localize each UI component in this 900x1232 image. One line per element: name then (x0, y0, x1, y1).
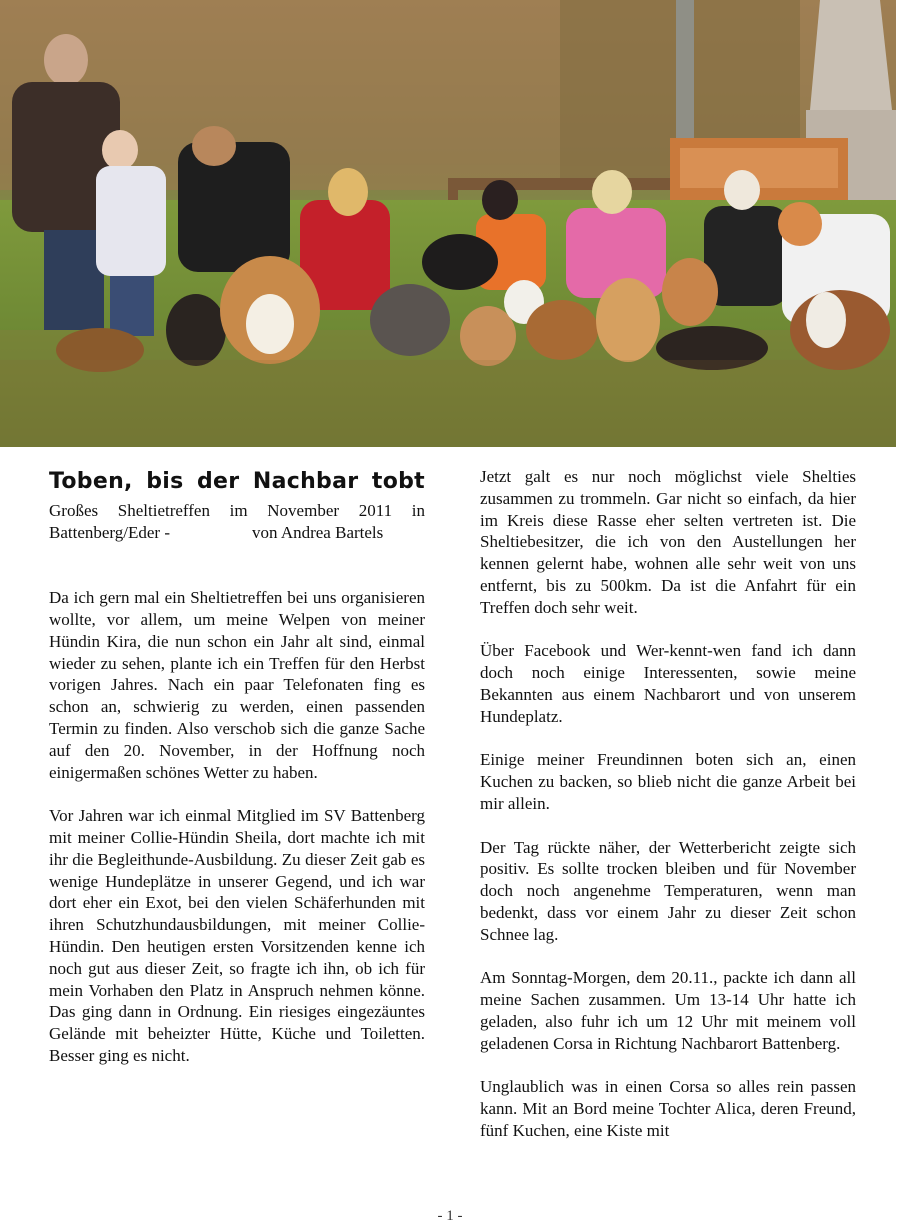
paragraph: Über Facebook und Wer-kennt-wen fand ich dann doch noch einige Interessenten, sowie meine Bekannten aus einem Nachbarort und von unserem Hundeplatz. (480, 641, 856, 726)
article-right-column (480, 466, 856, 1164)
paragraph: Da ich gern mal ein Sheltietreffen bei uns organisieren wollte, vor allem, um meine Welpen von meiner Hündin Kira, die nun schon ein Jahr alt sind, einmal wieder zu sehen, plante ich ein Treffen für den Herbst vorigen Jahres. Nach ein paar Telefonaten fing es schon an, schwierig zu werden, einen passenden Termin zu finden. Also verschob sich die ganze Sache auf den 20. November, in der Hoffnung noch einigermaßen schönes Wetter zu haben. (49, 588, 425, 782)
page-number: - 1 - (437, 1208, 463, 1224)
article-left-column (49, 468, 425, 1089)
paragraph: Vor Jahren war ich einmal Mitglied im SV Battenberg mit meiner Collie-Hündin Sheila, dort machte ich mit ihr die Begleithunde-Ausbildung. Zu dieser Zeit gab es wenige Hundeplätze in unserer Gegend, und ich war dort eher ein Exot, bei den vielen Schäferhunden mit ihren Schutzhundausbildungen, mit meiner Collie-Hündin. Den heutigen ersten Vorsitzenden kenne ich noch gut aus dieser Zeit, so fragte ich ihn, ob ich für mein Vorhaben den Platz in Anspruch nehmen könne. Das ging dann in Ordnung. Ein riesiges eingezäuntes Gelände mit beheizter Hütte, Küche und Toiletten. Besser ging es nicht. (49, 806, 425, 1065)
paragraph: Der Tag rückte näher, der Wetterbericht zeigte sich positiv. Es sollte trocken bleiben und für November doch noch angenehme Temperaturen, wenn man bedenkt, dass vor einem Jahr zu dieser Zeit schon Schnee lag. (480, 837, 856, 944)
paragraph: Am Sonntag-Morgen, dem 20.11., packte ich dann all meine Sachen zusammen. Um 13-14 Uhr hatte ich geladen, also fuhr ich um 12 Uhr mit meinem voll geladenen Corsa in Richtung Nachbarort Battenberg. (480, 968, 856, 1053)
paragraph: Einige meiner Freundinnen boten sich an, einen Kuchen zu backen, so blieb nicht die ganze Arbeit bei mir allein. (480, 750, 856, 813)
subtitle-text: Großes Sheltietreffen im November 2011 in Battenberg/Eder - (49, 501, 425, 542)
paragraph: Jetzt galt es nur noch möglichst viele Shelties zusammen zu trommeln. Gar nicht so einfach, da hier im Kreis diese Rasse eher selten vertreten ist. Die Sheltiebesitzer, die ich von den Austellungen her kennen gelernt habe, wohnen alle sehr weit von uns entfernt, bis zu 500km. Da ist die Anfahrt für ein Treffen doch sehr weit. (480, 467, 856, 617)
article-subtitle (49, 500, 425, 544)
article-author: von Andrea Bartels (252, 522, 384, 542)
group-photo-image (0, 0, 896, 447)
article-title: Toben, bis der Nachbar tobt (49, 469, 425, 494)
group-photo (0, 0, 896, 447)
paragraph: Unglaublich was in einen Corsa so alles rein passen kann. Mit an Bord meine Tochter Alica, deren Freund, fünf Kuchen, eine Kiste mit (480, 1077, 856, 1140)
